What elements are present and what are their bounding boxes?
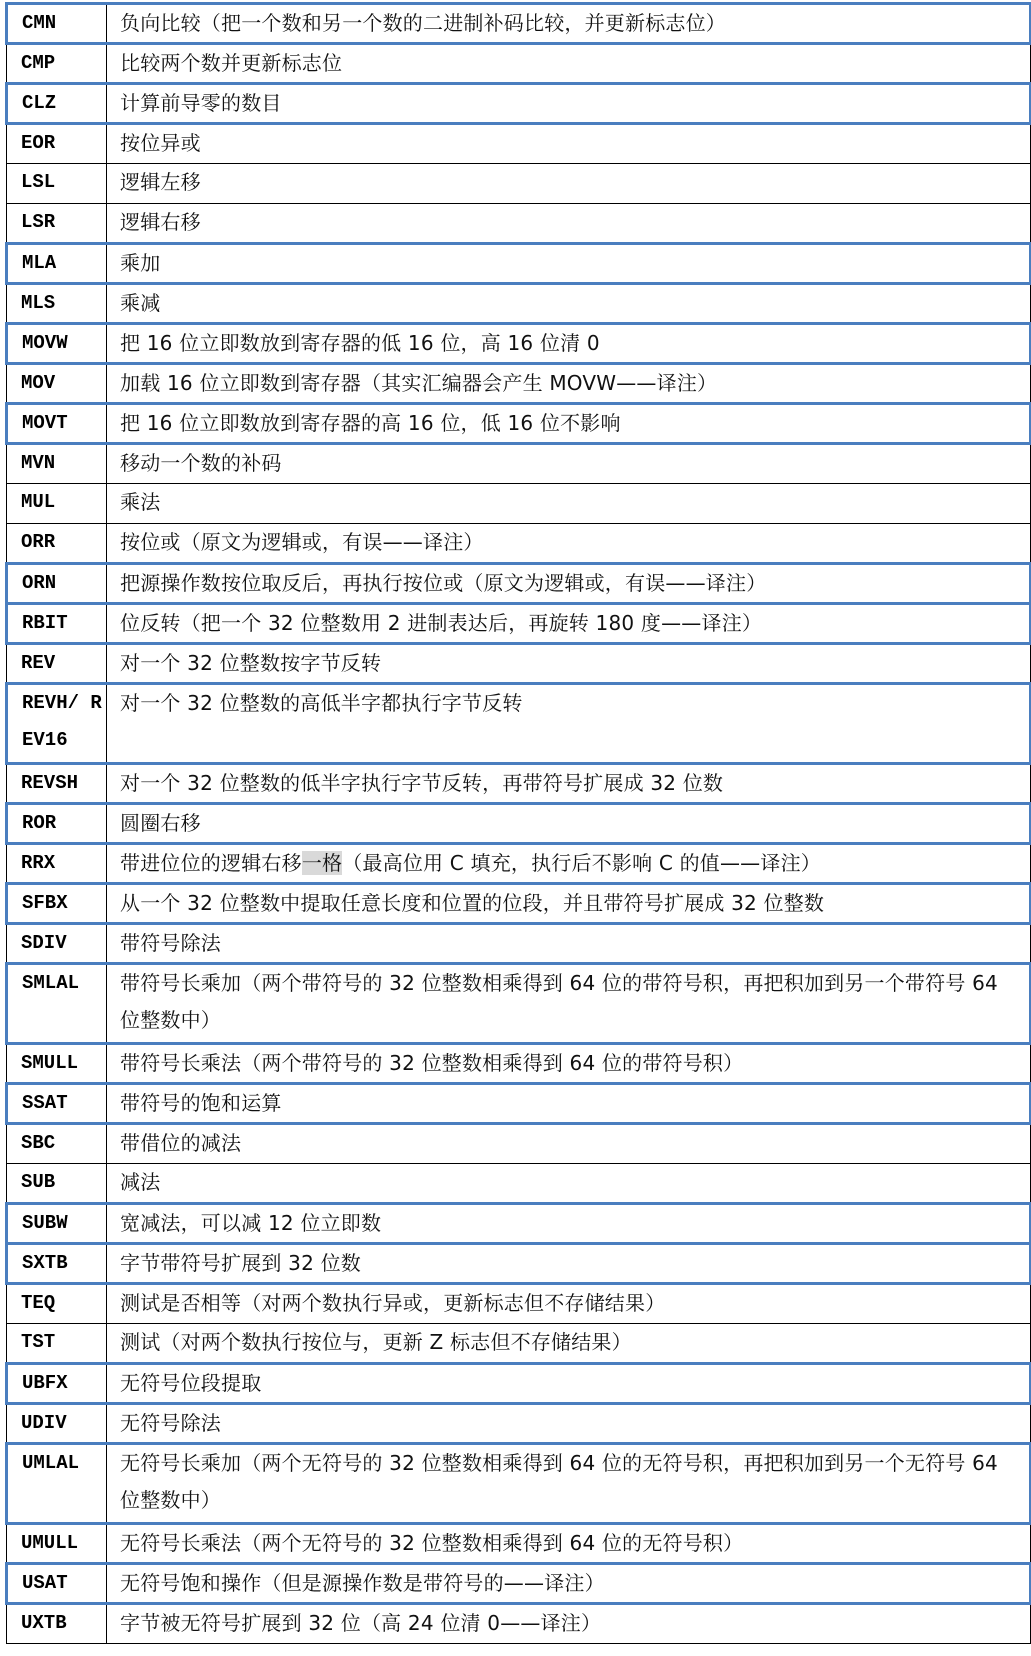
instruction-table xyxy=(5,2,1031,1644)
mnemonic-cell: UMLAL xyxy=(7,1444,107,1524)
table-row xyxy=(7,1284,1031,1324)
mnemonic-cell: ORR xyxy=(7,524,107,564)
description-cell: 乘法 xyxy=(107,484,1031,524)
table-row xyxy=(7,1604,1031,1644)
table-row xyxy=(7,1524,1031,1564)
mnemonic-cell: RRX xyxy=(7,844,107,884)
table-row xyxy=(7,844,1031,884)
mnemonic-cell: UXTB xyxy=(7,1604,107,1644)
mnemonic-cell: MOVW xyxy=(7,324,107,364)
description-cell: 比较两个数并更新标志位 xyxy=(107,44,1031,84)
mnemonic-cell: RBIT xyxy=(7,604,107,644)
table-row xyxy=(7,124,1031,164)
mnemonic-cell: MOVT xyxy=(7,404,107,444)
mnemonic-cell: MUL xyxy=(7,484,107,524)
mnemonic-cell: UMULL xyxy=(7,1524,107,1564)
description-cell: 带符号除法 xyxy=(107,924,1031,964)
description-cell: 按位或（原文为逻辑或，有误——译注） xyxy=(107,524,1031,564)
description-cell: 把 16 位立即数放到寄存器的高 16 位，低 16 位不影响 xyxy=(107,404,1031,444)
mnemonic-cell: SUBW xyxy=(7,1204,107,1244)
mnemonic-cell: CMP xyxy=(7,44,107,84)
description-cell: 带符号长乘法（两个带符号的 32 位整数相乘得到 64 位的带符号积） xyxy=(107,1044,1031,1084)
mnemonic-cell: REVH/ REV16 xyxy=(7,684,107,764)
mnemonic-cell: MLS xyxy=(7,284,107,324)
description-cell: 带符号长乘加（两个带符号的 32 位整数相乘得到 64 位的带符号积，再把积加到另一个带符号 64 位整数中） xyxy=(107,964,1031,1044)
description-cell: 逻辑左移 xyxy=(107,164,1031,204)
table-row xyxy=(7,684,1031,764)
description-cell: 逻辑右移 xyxy=(107,204,1031,244)
table-row xyxy=(7,1124,1031,1164)
highlighted-text: 一格 xyxy=(301,851,343,875)
table-row xyxy=(7,284,1031,324)
description-cell: 字节带符号扩展到 32 位数 xyxy=(107,1244,1031,1284)
table-row xyxy=(7,1404,1031,1444)
description-cell: 乘减 xyxy=(107,284,1031,324)
mnemonic-cell: ROR xyxy=(7,804,107,844)
table-row xyxy=(7,564,1031,604)
table-row xyxy=(7,1204,1031,1244)
mnemonic-cell: UDIV xyxy=(7,1404,107,1444)
mnemonic-cell: SDIV xyxy=(7,924,107,964)
table-row xyxy=(7,804,1031,844)
table-row xyxy=(7,84,1031,124)
description-cell: 负向比较（把一个数和另一个数的二进制补码比较，并更新标志位） xyxy=(107,4,1031,44)
description-cell: 无符号除法 xyxy=(107,1404,1031,1444)
table-row xyxy=(7,604,1031,644)
table-row xyxy=(7,404,1031,444)
mnemonic-cell: MVN xyxy=(7,444,107,484)
table-row xyxy=(7,324,1031,364)
table-row xyxy=(7,1444,1031,1524)
table-row xyxy=(7,444,1031,484)
table-row xyxy=(7,1324,1031,1364)
mnemonic-cell: SXTB xyxy=(7,1244,107,1284)
mnemonic-cell: CLZ xyxy=(7,84,107,124)
description-cell: 加载 16 位立即数到寄存器（其实汇编器会产生 MOVW——译注） xyxy=(107,364,1031,404)
description-cell: 带符号的饱和运算 xyxy=(107,1084,1031,1124)
mnemonic-cell: UBFX xyxy=(7,1364,107,1404)
description-cell: 把源操作数按位取反后，再执行按位或（原文为逻辑或，有误——译注） xyxy=(107,564,1031,604)
mnemonic-cell: MLA xyxy=(7,244,107,284)
mnemonic-cell: CMN xyxy=(7,4,107,44)
mnemonic-cell: ORN xyxy=(7,564,107,604)
description-cell: 测试（对两个数执行按位与，更新 Z 标志但不存储结果） xyxy=(107,1324,1031,1364)
description-cell: 测试是否相等（对两个数执行异或，更新标志但不存储结果） xyxy=(107,1284,1031,1324)
description-cell: 减法 xyxy=(107,1164,1031,1204)
mnemonic-cell: TST xyxy=(7,1324,107,1364)
description-cell: 无符号位段提取 xyxy=(107,1364,1031,1404)
description-cell: 宽减法，可以减 12 位立即数 xyxy=(107,1204,1031,1244)
description-text: （最高位用 C 填充，执行后不影响 C 的值——译注） xyxy=(342,851,821,875)
mnemonic-cell: LSR xyxy=(7,204,107,244)
mnemonic-cell: SBC xyxy=(7,1124,107,1164)
table-row xyxy=(7,1564,1031,1604)
description-cell: 移动一个数的补码 xyxy=(107,444,1031,484)
description-cell: 字节被无符号扩展到 32 位（高 24 位清 0——译注） xyxy=(107,1604,1031,1644)
description-cell: 无符号长乘法（两个无符号的 32 位整数相乘得到 64 位的无符号积） xyxy=(107,1524,1031,1564)
table-row xyxy=(7,1164,1031,1204)
description-cell: 圆圈右移 xyxy=(107,804,1031,844)
table-row xyxy=(7,484,1031,524)
table-row xyxy=(7,204,1031,244)
mnemonic-cell: SFBX xyxy=(7,884,107,924)
mnemonic-cell: LSL xyxy=(7,164,107,204)
table-row xyxy=(7,244,1031,284)
table-row xyxy=(7,44,1031,84)
description-cell: 无符号长乘加（两个无符号的 32 位整数相乘得到 64 位的无符号积，再把积加到另一个无符号 64 位整数中） xyxy=(107,1444,1031,1524)
table-row xyxy=(7,764,1031,804)
description-text: 带进位位的逻辑右移 xyxy=(120,851,302,875)
mnemonic-cell: USAT xyxy=(7,1564,107,1604)
mnemonic-cell: REV xyxy=(7,644,107,684)
table-row xyxy=(7,644,1031,684)
table-row xyxy=(7,884,1031,924)
description-cell: 位反转（把一个 32 位整数用 2 进制表达后，再旋转 180 度——译注） xyxy=(107,604,1031,644)
mnemonic-cell: MOV xyxy=(7,364,107,404)
mnemonic-cell: SMULL xyxy=(7,1044,107,1084)
mnemonic-cell: SUB xyxy=(7,1164,107,1204)
description-cell: 乘加 xyxy=(107,244,1031,284)
table-row xyxy=(7,364,1031,404)
table-row xyxy=(7,4,1031,44)
description-cell: 对一个 32 位整数的高低半字都执行字节反转 xyxy=(107,684,1031,764)
table-row xyxy=(7,1244,1031,1284)
description-cell: 对一个 32 位整数的低半字执行字节反转，再带符号扩展成 32 位数 xyxy=(107,764,1031,804)
description-cell: 带借位的减法 xyxy=(107,1124,1031,1164)
table-row xyxy=(7,1364,1031,1404)
description-cell: 对一个 32 位整数按字节反转 xyxy=(107,644,1031,684)
description-cell: 按位异或 xyxy=(107,124,1031,164)
mnemonic-cell: EOR xyxy=(7,124,107,164)
table-row xyxy=(7,164,1031,204)
table-row xyxy=(7,1084,1031,1124)
table-row xyxy=(7,524,1031,564)
description-cell xyxy=(107,844,1031,884)
description-cell: 把 16 位立即数放到寄存器的低 16 位，高 16 位清 0 xyxy=(107,324,1031,364)
mnemonic-cell: REVSH xyxy=(7,764,107,804)
description-cell: 无符号饱和操作（但是源操作数是带符号的——译注） xyxy=(107,1564,1031,1604)
document-page xyxy=(5,2,1029,1644)
table-row xyxy=(7,924,1031,964)
mnemonic-cell: TEQ xyxy=(7,1284,107,1324)
description-cell: 从一个 32 位整数中提取任意长度和位置的位段，并且带符号扩展成 32 位整数 xyxy=(107,884,1031,924)
description-cell: 计算前导零的数目 xyxy=(107,84,1031,124)
table-row xyxy=(7,964,1031,1044)
mnemonic-cell: SMLAL xyxy=(7,964,107,1044)
mnemonic-cell: SSAT xyxy=(7,1084,107,1124)
table-row xyxy=(7,1044,1031,1084)
